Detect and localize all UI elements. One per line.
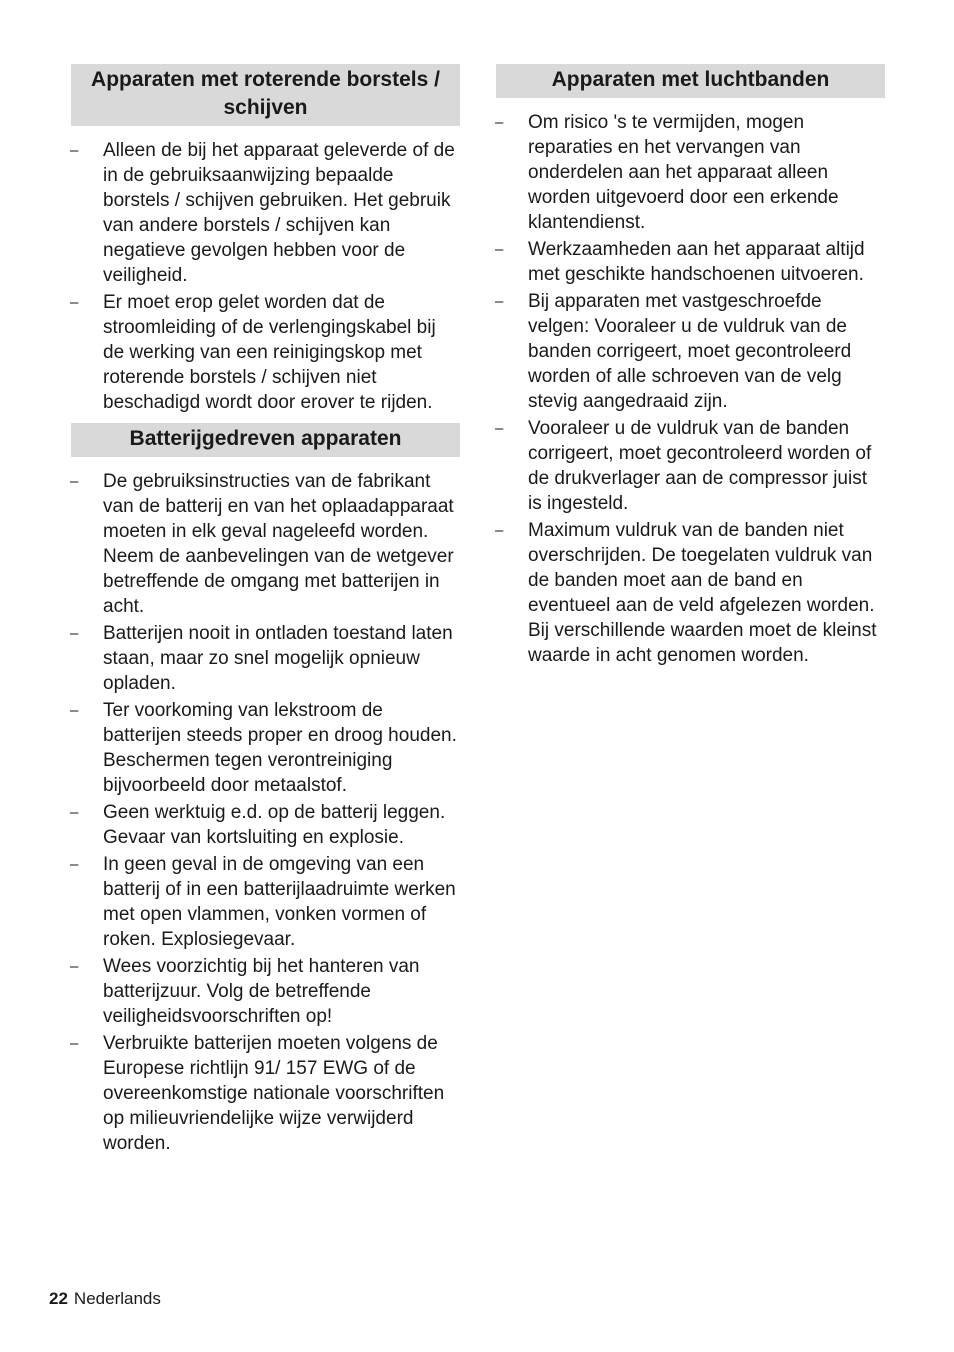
list-item (496, 237, 885, 287)
list-item-text: In geen geval in de omgeving van een batterij of in een batterijlaadruimte werken met open vlammen, vonken vormen of roken. Explosiegevaar. (103, 854, 456, 950)
list-item-text: Geen werktuig e.d. op de batterij leggen. Gevaar van kortsluiting en explosie. (103, 802, 446, 848)
page-number: 22 (49, 1289, 68, 1308)
list-item (71, 1031, 460, 1156)
list-item (496, 416, 885, 516)
list-item (496, 110, 885, 235)
list-item-text: Bij apparaten met vastgeschroefde velgen: Vooraleer u de vuldruk van de banden corrigeert, moet gecontroleerd worden of alle schroeven van de velg stevig aangedraaid zijn. (528, 291, 852, 412)
page-footer (49, 1288, 161, 1310)
dash-icon: – (70, 142, 79, 159)
section-heading-tires: Apparaten met luchtbanden (496, 64, 885, 98)
list-item (71, 698, 460, 798)
dash-icon: – (70, 958, 79, 975)
list-item (71, 621, 460, 696)
left-column (71, 64, 460, 1158)
list-item (71, 852, 460, 952)
list-item (496, 518, 885, 668)
section-heading-rotating: Apparaten met roterende borstels / schijven (71, 64, 460, 126)
dash-icon: – (495, 241, 504, 258)
list-item-text: Alleen de bij het apparaat geleverde of de in de gebruiksaanwijzing bepaalde borstels / schijven gebruiken. Het gebruik van andere borstels / schijven kan negatieve gevolgen hebben voor de veiligheid. (103, 140, 455, 286)
list-item-text: Ter voorkoming van lekstroom de batterijen steeds proper en droog houden. Beschermen tegen verontreiniging bijvoorbeeld door metaalstof. (103, 700, 457, 796)
list-item-text: De gebruiksinstructies van de fabrikant van de batterij en van het oplaadapparaat moeten in elk geval nageleefd worden. Neem de aanbevelingen van de wetgever betreffende de omgang met batterijen in acht. (103, 471, 454, 617)
list-item-text: Vooraleer u de vuldruk van de banden corrigeert, moet gecontroleerd worden of de drukverlager aan de compressor juist is ingesteld. (528, 418, 872, 514)
dash-icon: – (495, 522, 504, 539)
list-item (71, 954, 460, 1029)
list-item (71, 138, 460, 288)
list-item-text: Maximum vuldruk van de banden niet overschrijden. De toegelaten vuldruk van de banden moet aan de band en eventueel aan de veld afgelezen worden. Bij verschillende waarden moet de kleinst waarde in acht genomen worden. (528, 520, 877, 666)
list-item-text: Er moet erop gelet worden dat de stroomleiding of de verlengingskabel bij de werking van een reinigingskop met roterende borstels / schijven niet beschadigd wordt door erover te rijden. (103, 292, 436, 413)
dash-icon: – (70, 856, 79, 873)
dash-icon: – (495, 114, 504, 131)
dash-icon: – (70, 473, 79, 490)
list-item (71, 800, 460, 850)
list-item (71, 290, 460, 415)
dash-icon: – (495, 293, 504, 310)
dash-icon: – (70, 1035, 79, 1052)
dash-icon: – (495, 420, 504, 437)
bullet-list-battery (71, 469, 460, 1156)
list-item-text: Werkzaamheden aan het apparaat altijd met geschikte handschoenen uitvoeren. (528, 239, 865, 285)
list-item (71, 469, 460, 619)
footer-language: Nederlands (73, 1289, 161, 1308)
dash-icon: – (70, 702, 79, 719)
list-item-text: Wees voorzichtig bij het hanteren van batterijzuur. Volg de betreffende veiligheidsvoorschriften op! (103, 956, 420, 1027)
dash-icon: – (70, 625, 79, 642)
list-item-text: Batterijen nooit in ontladen toestand laten staan, maar zo snel mogelijk opnieuw opladen. (103, 623, 453, 694)
list-item-text: Om risico 's te vermijden, mogen reparaties en het vervangen van onderdelen aan het apparaat alleen worden uitgevoerd door een erkende klantendienst. (528, 112, 839, 233)
dash-icon: – (70, 804, 79, 821)
list-item-text: Verbruikte batterijen moeten volgens de Europese richtlijn 91/ 157 EWG of de overeenkomstige nationale voorschriften op milieuvriendelijke wijze verwijderd worden. (103, 1033, 445, 1154)
bullet-list-rotating (71, 138, 460, 415)
section-heading-battery: Batterijgedreven apparaten (71, 423, 460, 457)
list-item (496, 289, 885, 414)
right-column (496, 64, 885, 670)
dash-icon: – (70, 294, 79, 311)
bullet-list-tires (496, 110, 885, 668)
